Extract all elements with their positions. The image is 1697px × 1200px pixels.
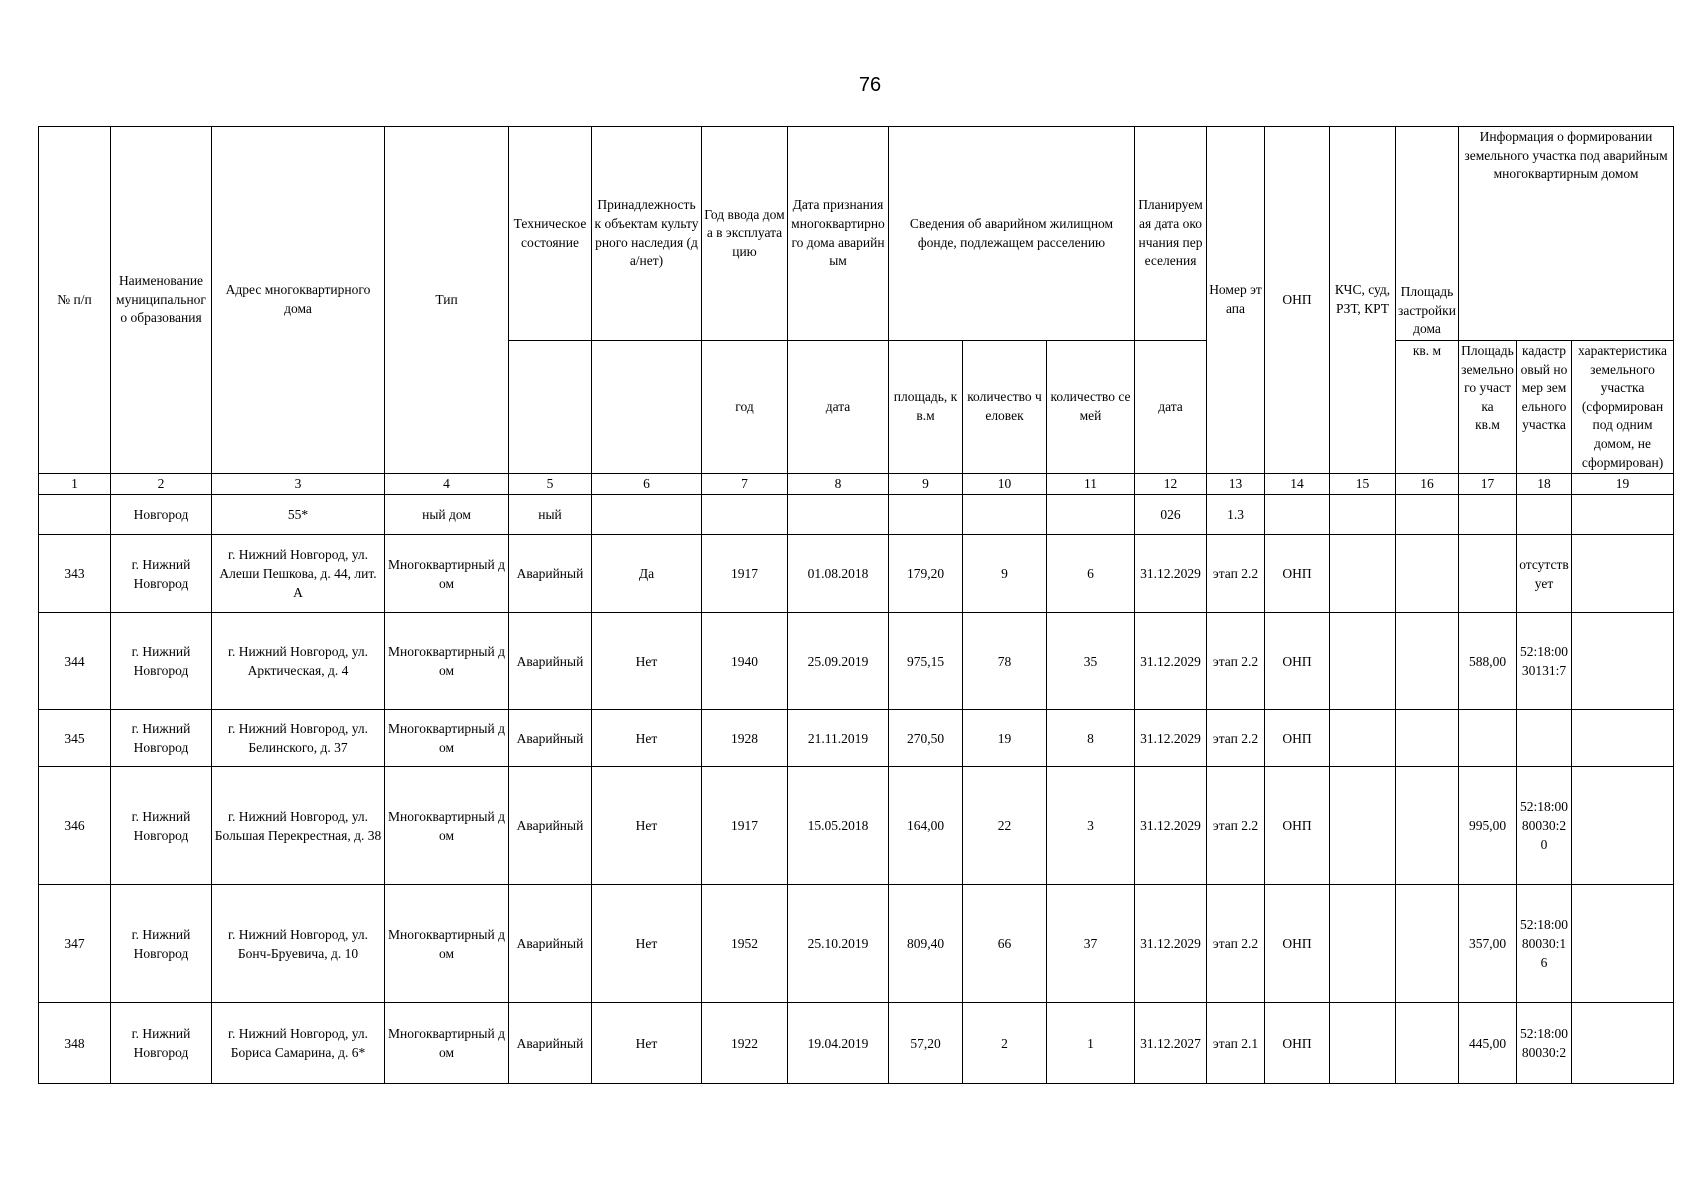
cell-planned-date: 31.12.2027 xyxy=(1135,1003,1207,1084)
land-info-title: Информация о формировании земельного участка под аварийным многоквартирным домом xyxy=(1464,129,1668,182)
cell-families: 37 xyxy=(1047,885,1135,1003)
cell-stage: этап 2.2 xyxy=(1207,767,1265,885)
cell-type: Многоквартирный дом xyxy=(385,613,509,710)
cell-address: г. Нижний Новгород, ул. Большая Перекрестная, д. 38 xyxy=(212,767,385,885)
cell-tech-state: Аварийный xyxy=(509,885,592,1003)
cell-cadastral: 52:18:0080030:20 xyxy=(1517,767,1572,885)
unit-built-area: кв. м xyxy=(1396,341,1459,474)
cell-emergency-date: 15.05.2018 xyxy=(788,767,889,885)
cell-type: ный дом xyxy=(385,495,509,535)
cell-tech-state: Аварийный xyxy=(509,1003,592,1084)
cell-type: Многоквартирный дом xyxy=(385,1003,509,1084)
col-num-1: 1 xyxy=(39,474,111,495)
header-land-info xyxy=(1459,127,1674,341)
cell-address: г. Нижний Новгород, ул. Бонч-Бруевича, д. 10 xyxy=(212,885,385,1003)
col-num-7: 7 xyxy=(702,474,788,495)
cell-address: г. Нижний Новгород, ул. Белинского, д. 37 xyxy=(212,710,385,767)
cell-land-area: 995,00 xyxy=(1459,767,1517,885)
cell-municipality: Новгород xyxy=(111,495,212,535)
cell-kchs xyxy=(1330,1003,1396,1084)
col-num-3: 3 xyxy=(212,474,385,495)
header-heritage-cont xyxy=(592,341,702,474)
col-num-14: 14 xyxy=(1265,474,1330,495)
cell-year: 1952 xyxy=(702,885,788,1003)
cell-built-area xyxy=(1396,885,1459,1003)
cell-stage: этап 2.2 xyxy=(1207,710,1265,767)
cell-people: 66 xyxy=(963,885,1047,1003)
cell-people: 22 xyxy=(963,767,1047,885)
cell-tech-state: Аварийный xyxy=(509,613,592,710)
subheader-area: площадь, кв.м xyxy=(889,341,963,474)
header-emergency-date: Дата признания многоквартирного дома аварийным xyxy=(788,127,889,341)
cell-families xyxy=(1047,495,1135,535)
cell-num: 346 xyxy=(39,767,111,885)
col-num-11: 11 xyxy=(1047,474,1135,495)
cell-cadastral: 52:18:0080030:16 xyxy=(1517,885,1572,1003)
cell-municipality: г. Нижний Новгород xyxy=(111,710,212,767)
header-type: Тип xyxy=(385,127,509,474)
table-row xyxy=(39,1003,1674,1084)
table-row-partial xyxy=(39,495,1674,535)
land-area-label: Площадь земельного участка xyxy=(1461,343,1514,414)
cell-area: 179,20 xyxy=(889,535,963,613)
cell-num: 343 xyxy=(39,535,111,613)
cell-num: 348 xyxy=(39,1003,111,1084)
cell-onp: ОНП xyxy=(1265,1003,1330,1084)
header-onp: ОНП xyxy=(1265,127,1330,474)
cell-land-char xyxy=(1572,710,1674,767)
cell-kchs xyxy=(1330,710,1396,767)
page-number: 76 xyxy=(858,74,882,96)
col-num-5: 5 xyxy=(509,474,592,495)
header-address: Адрес многоквартирного дома xyxy=(212,127,385,474)
header-num: № п/п xyxy=(39,127,111,474)
cell-area: 164,00 xyxy=(889,767,963,885)
emergency-housing-table xyxy=(38,126,1674,1084)
col-num-6: 6 xyxy=(592,474,702,495)
col-num-4: 4 xyxy=(385,474,509,495)
cell-emergency-date xyxy=(788,495,889,535)
cell-land-char xyxy=(1572,885,1674,1003)
col-num-18: 18 xyxy=(1517,474,1572,495)
col-num-13: 13 xyxy=(1207,474,1265,495)
cell-address: 55* xyxy=(212,495,385,535)
cell-municipality: г. Нижний Новгород xyxy=(111,613,212,710)
cell-cadastral: отсутствует xyxy=(1517,535,1572,613)
cell-municipality: г. Нижний Новгород xyxy=(111,1003,212,1084)
cell-cadastral: 52:18:0030131:7 xyxy=(1517,613,1572,710)
cell-year: 1917 xyxy=(702,767,788,885)
cell-stage: этап 2.2 xyxy=(1207,885,1265,1003)
cell-land-area: 588,00 xyxy=(1459,613,1517,710)
col-num-10: 10 xyxy=(963,474,1047,495)
cell-type: Многоквартирный дом xyxy=(385,535,509,613)
cell-tech-state: ный xyxy=(509,495,592,535)
cell-tech-state: Аварийный xyxy=(509,710,592,767)
cell-address: г. Нижний Новгород, ул. Алеши Пешкова, д. 44, лит. А xyxy=(212,535,385,613)
col-num-2: 2 xyxy=(111,474,212,495)
subheader-land-char: характеристика земельного участка (сформирован под одним домом, не сформирован) xyxy=(1572,341,1674,474)
cell-year: 1940 xyxy=(702,613,788,710)
cell-built-area xyxy=(1396,495,1459,535)
cell-built-area xyxy=(1396,1003,1459,1084)
cell-people: 78 xyxy=(963,613,1047,710)
cell-onp: ОНП xyxy=(1265,535,1330,613)
cell-stage: 1.3 xyxy=(1207,495,1265,535)
header-built-area: Площадь застройки дома xyxy=(1396,127,1459,341)
cell-emergency-date: 25.09.2019 xyxy=(788,613,889,710)
cell-type: Многоквартирный дом xyxy=(385,710,509,767)
cell-land-char xyxy=(1572,767,1674,885)
cell-kchs xyxy=(1330,613,1396,710)
col-num-8: 8 xyxy=(788,474,889,495)
cell-kchs xyxy=(1330,495,1396,535)
cell-land-area: 445,00 xyxy=(1459,1003,1517,1084)
cell-emergency-date: 19.04.2019 xyxy=(788,1003,889,1084)
cell-onp: ОНП xyxy=(1265,710,1330,767)
header-fund-info: Сведения об аварийном жилищном фонде, подлежащем расселению xyxy=(889,127,1135,341)
cell-land-area xyxy=(1459,495,1517,535)
header-stage-num: Номер этапа xyxy=(1207,127,1265,474)
header-tech-state-cont xyxy=(509,341,592,474)
cell-type: Многоквартирный дом xyxy=(385,885,509,1003)
cell-planned-date: 31.12.2029 xyxy=(1135,710,1207,767)
cell-heritage xyxy=(592,495,702,535)
cell-planned-date: 31.12.2029 xyxy=(1135,535,1207,613)
cell-planned-date: 31.12.2029 xyxy=(1135,613,1207,710)
cell-stage: этап 2.1 xyxy=(1207,1003,1265,1084)
cell-kchs xyxy=(1330,885,1396,1003)
cell-year: 1928 xyxy=(702,710,788,767)
cell-land-area: 357,00 xyxy=(1459,885,1517,1003)
cell-planned-date: 31.12.2029 xyxy=(1135,767,1207,885)
cell-year: 1917 xyxy=(702,535,788,613)
cell-built-area xyxy=(1396,767,1459,885)
subheader-date: дата xyxy=(788,341,889,474)
subheader-cadastral: кадастровый номер земельного участка xyxy=(1517,341,1572,474)
cell-built-area xyxy=(1396,613,1459,710)
cell-year: 1922 xyxy=(702,1003,788,1084)
col-num-9: 9 xyxy=(889,474,963,495)
cell-emergency-date: 25.10.2019 xyxy=(788,885,889,1003)
cell-families: 6 xyxy=(1047,535,1135,613)
cell-onp: ОНП xyxy=(1265,767,1330,885)
cell-heritage: Нет xyxy=(592,1003,702,1084)
cell-land-area xyxy=(1459,710,1517,767)
cell-cadastral xyxy=(1517,710,1572,767)
cell-municipality: г. Нижний Новгород xyxy=(111,885,212,1003)
cell-land-char xyxy=(1572,535,1674,613)
cell-cadastral: 52:18:0080030:2 xyxy=(1517,1003,1572,1084)
cell-stage: этап 2.2 xyxy=(1207,613,1265,710)
header-municipality: Наименование муниципального образования xyxy=(111,127,212,474)
cell-num: 344 xyxy=(39,613,111,710)
unit-land-area: кв.м xyxy=(1475,417,1500,433)
cell-num: 345 xyxy=(39,710,111,767)
cell-heritage: Нет xyxy=(592,613,702,710)
col-num-12: 12 xyxy=(1135,474,1207,495)
column-number-row xyxy=(39,474,1674,495)
cell-families: 1 xyxy=(1047,1003,1135,1084)
cell-onp: ОНП xyxy=(1265,885,1330,1003)
subheader-land-area xyxy=(1459,341,1517,474)
cell-municipality: г. Нижний Новгород xyxy=(111,535,212,613)
cell-people: 19 xyxy=(963,710,1047,767)
cell-families: 35 xyxy=(1047,613,1135,710)
cell-land-area xyxy=(1459,535,1517,613)
cell-kchs xyxy=(1330,767,1396,885)
cell-land-char xyxy=(1572,495,1674,535)
cell-land-char xyxy=(1572,613,1674,710)
cell-num xyxy=(39,495,111,535)
cell-area: 809,40 xyxy=(889,885,963,1003)
cell-families: 8 xyxy=(1047,710,1135,767)
cell-planned-date: 31.12.2029 xyxy=(1135,885,1207,1003)
cell-tech-state: Аварийный xyxy=(509,767,592,885)
col-num-16: 16 xyxy=(1396,474,1459,495)
header-heritage: Принадлежность к объектам культурного наследия (да/нет) xyxy=(592,127,702,341)
table-row xyxy=(39,885,1674,1003)
cell-people xyxy=(963,495,1047,535)
cell-num: 347 xyxy=(39,885,111,1003)
cell-area: 270,50 xyxy=(889,710,963,767)
cell-heritage: Нет xyxy=(592,767,702,885)
table-row xyxy=(39,535,1674,613)
cell-type: Многоквартирный дом xyxy=(385,767,509,885)
cell-built-area xyxy=(1396,535,1459,613)
cell-area xyxy=(889,495,963,535)
cell-planned-date: 026 xyxy=(1135,495,1207,535)
header-tech-state: Техническое состояние xyxy=(509,127,592,341)
cell-heritage: Нет xyxy=(592,885,702,1003)
header-planned-date: Планируемая дата окончания переселения xyxy=(1135,127,1207,341)
subheader-families: количество семей xyxy=(1047,341,1135,474)
cell-tech-state: Аварийный xyxy=(509,535,592,613)
cell-address: г. Нижний Новгород, ул. Бориса Самарина, д. 6* xyxy=(212,1003,385,1084)
cell-people: 2 xyxy=(963,1003,1047,1084)
cell-year xyxy=(702,495,788,535)
cell-families: 3 xyxy=(1047,767,1135,885)
subheader-year: год xyxy=(702,341,788,474)
cell-heritage: Да xyxy=(592,535,702,613)
header-kchs: КЧС, суд, РЗТ, КРТ xyxy=(1330,127,1396,474)
subheader-date2: дата xyxy=(1135,341,1207,474)
table-row xyxy=(39,710,1674,767)
table-row xyxy=(39,613,1674,710)
cell-onp: ОНП xyxy=(1265,613,1330,710)
cell-kchs xyxy=(1330,535,1396,613)
table-row xyxy=(39,767,1674,885)
cell-municipality: г. Нижний Новгород xyxy=(111,767,212,885)
cell-cadastral xyxy=(1517,495,1572,535)
subheader-people: количество человек xyxy=(963,341,1047,474)
cell-emergency-date: 21.11.2019 xyxy=(788,710,889,767)
cell-stage: этап 2.2 xyxy=(1207,535,1265,613)
cell-heritage: Нет xyxy=(592,710,702,767)
header-year-in-use: Год ввода дома в эксплуатацию xyxy=(702,127,788,341)
cell-built-area xyxy=(1396,710,1459,767)
cell-onp xyxy=(1265,495,1330,535)
cell-land-char xyxy=(1572,1003,1674,1084)
col-num-15: 15 xyxy=(1330,474,1396,495)
col-num-17: 17 xyxy=(1459,474,1517,495)
cell-people: 9 xyxy=(963,535,1047,613)
cell-area: 57,20 xyxy=(889,1003,963,1084)
cell-emergency-date: 01.08.2018 xyxy=(788,535,889,613)
cell-area: 975,15 xyxy=(889,613,963,710)
cell-address: г. Нижний Новгород, ул. Арктическая, д. 4 xyxy=(212,613,385,710)
col-num-19: 19 xyxy=(1572,474,1674,495)
